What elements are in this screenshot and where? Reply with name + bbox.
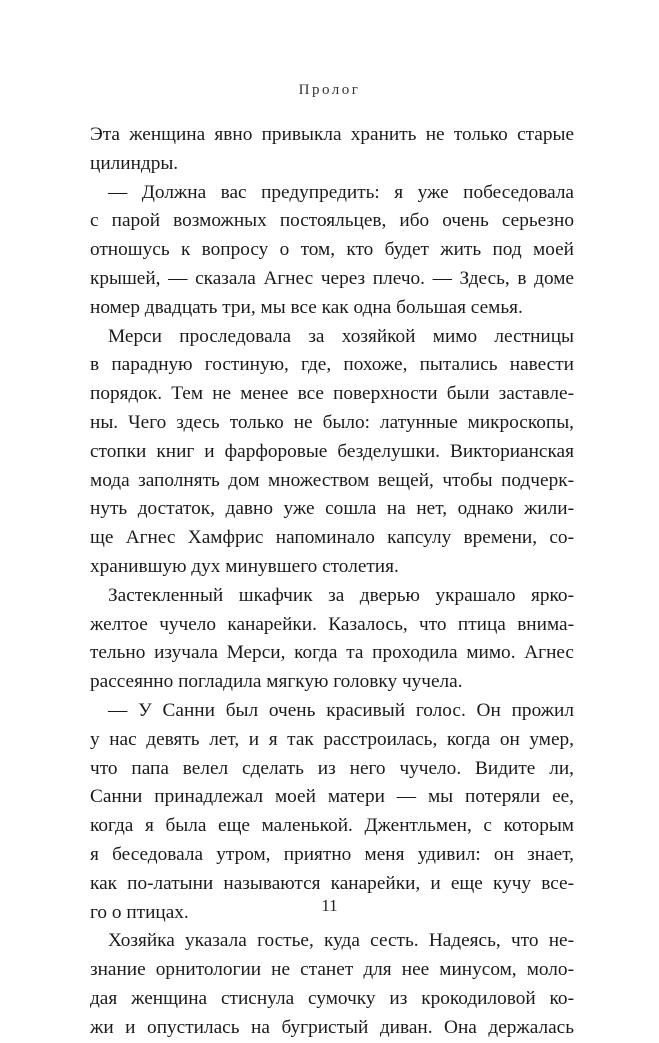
text-line: что папа велел сделать из него чучело. Видите ли, [90,757,574,779]
text-line: Санни принадлежал моей матери — мы потеряли ее, [90,786,574,808]
text-line: хранившую дух минувшего столетия. [90,555,399,577]
text-line: с парой возможных постояльцев, ибо очень серьезно [90,210,574,232]
text-line: Мерси проследовала за хозяйкой мимо лестницы [108,325,574,347]
text-line: нуть достаток, давно уже сошла на нет, однако жили- [90,498,574,520]
page-number: 11 [321,896,338,915]
text-line: цилиндры. [90,152,179,174]
text-line: крышей, — сказала Агнес через плечо. — Здесь, в доме [90,267,574,289]
text-line: рассеянно погладила мягкую головку чучела. [90,671,463,693]
text-line: желтое чучело канарейки. Казалось, что птица внима- [90,613,574,635]
text-line: ны. Чего здесь только не было: латунные микроскопы, [90,411,574,433]
text-line: Хозяйка указала гостье, куда сесть. Надеясь, что не- [108,930,574,952]
text-line: — Должна вас предупредить: я уже побеседовала [108,181,574,203]
text-line: Застекленный шкафчик за дверью украшало ярко- [108,584,574,606]
text-line: мода заполнять дом множеством вещей, чтобы подчерк- [90,469,574,491]
text-line: дая женщина стиснула сумочку из крокодиловой ко- [90,987,574,1009]
text-line: — У Санни был очень красивый голос. Он прожил [108,699,574,721]
text-line: ще Агнес Хамфрис напоминало капсулу времени, со- [90,527,574,549]
text-line: знание орнитологии не станет для нее минусом, моло- [90,959,574,981]
text-line: в парадную гостиную, где, похоже, пытались навести [90,354,574,376]
text-line: когда я была еще маленькой. Джентльмен, с которым [90,815,574,837]
text-line: стопки книг и фарфоровые безделушки. Викторианская [90,440,574,462]
text-line: я беседовала утром, приятно меня удивил: он знает, [90,843,574,865]
text-line: номер двадцать три, мы все как одна большая семья. [90,296,523,318]
running-head: Пролог [298,82,361,98]
text-line: отношусь к вопросу о том, кто будет жить под моей [90,239,574,261]
text-line: как по-латыни называются канарейки, и еще кучу все- [90,872,574,894]
text-line: жи и опустилась на бугристый диван. Она держалась [90,1016,574,1038]
text-line: тельно изучала Мерси, когда та проходила мимо. Агнес [90,642,574,664]
text-line: Эта женщина явно привыкла хранить не только старые [90,124,574,145]
text-line: порядок. Тем не менее все поверхности были заставле- [90,383,574,405]
text-line: у нас девять лет, и я так расстроилась, когда он умер, [90,728,574,750]
text-line: го о птицах. [90,901,189,923]
